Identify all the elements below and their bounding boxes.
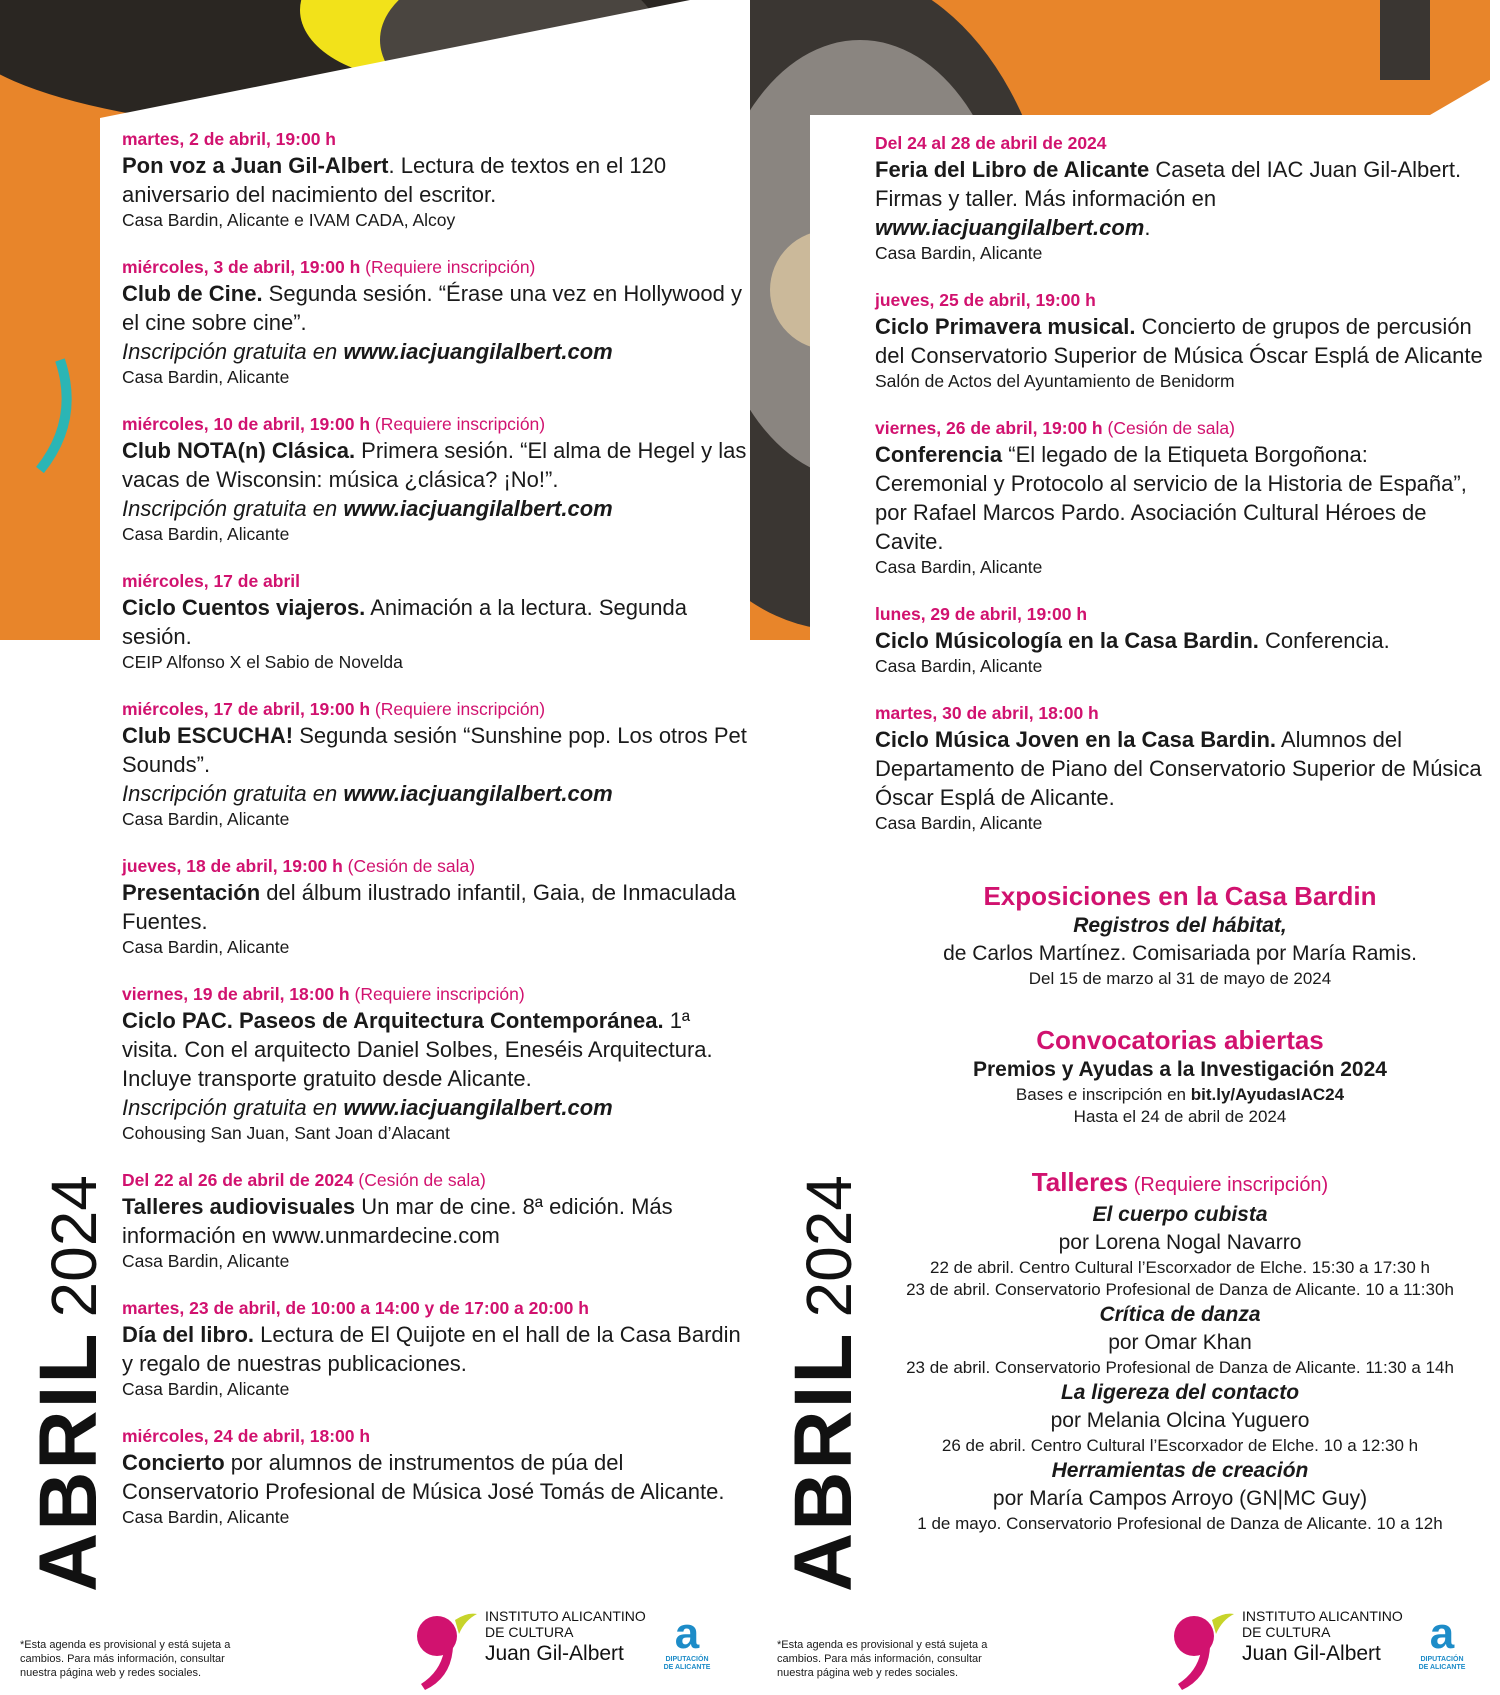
signup-label: Inscripción gratuita en [122,339,344,364]
event-date: lunes, 29 de abril, 19:00 h [875,604,1088,624]
diputacion-logo [1412,1609,1472,1672]
event-date: miércoles, 3 de abril, 19:00 h [122,257,361,277]
event-date: jueves, 25 de abril, 19:00 h [875,290,1096,310]
event-place: CEIP Alfonso X el Sabio de Novelda [122,652,403,672]
event-signup [122,779,752,808]
exhibitions-heading: Exposiciones en la Casa Bardin [983,881,1377,911]
event-title: Club de Cine. [122,281,263,306]
event-body: “El legado de la Etiqueta Borgoñona: Ceremonial y Protocolo al servicio de la Historia de España”, por Rafael Marcos Pardo. Asociación Cultural Héroes de Cavite. [875,442,1467,554]
disclaimer: *Esta agenda es provisional y está sujeta a cambios. Para más información, consultar nuestra página web y redes sociales. [20,1639,231,1679]
event-title: Pon voz a Juan Gil-Albert [122,153,389,178]
event-description [122,279,752,337]
event-body: Primera sesión. “El alma de Hegel y las vacas de Wisconsin: música ¿clásica? ¡No!”. [122,438,747,492]
workshop-instructor: por Lorena Nogal Navarro [1058,1231,1302,1254]
event-body: del álbum ilustrado infantil, Gaia, de Inmaculada Fuentes. [122,880,736,934]
calls-heading: Convocatorias abiertas [1036,1025,1324,1055]
iac-logo-text [485,1608,646,1668]
event-place: Casa Bardin, Alicante [122,524,290,544]
event-item [875,417,1485,579]
event-item [122,698,752,831]
event-date: miércoles, 10 de abril, 19:00 h [122,414,371,434]
event-place: Salón de Actos del Ayuntamiento de Benidorm [875,371,1235,391]
event-body: Segunda sesión “Sunshine pop. Los otros Pet Sounds”. [122,723,747,777]
iac-logo-text [1242,1608,1403,1668]
event-date-line [122,855,752,878]
event-description [875,725,1485,812]
workshop-title: Crítica de danza [1099,1303,1261,1326]
event-note: (Cesión de sala) [1102,418,1235,438]
event-title: Talleres audiovisuales [122,1194,356,1219]
event-date: Del 24 al 28 de abril de 2024 [875,133,1107,153]
event-date: jueves, 18 de abril, 19:00 h [122,856,343,876]
event-date-line [122,698,752,721]
event-item [122,413,752,546]
event-body: Alumnos del Departamento de Piano del Conservatorio Superior de Música Óscar Esplá de Alicante. [875,727,1482,810]
event-item [875,132,1485,265]
event-item [122,1169,752,1273]
event-item [122,1425,752,1529]
workshop-title: Herramientas de creación [1051,1459,1309,1482]
event-place: Casa Bardin, Alicante [122,809,290,829]
disclaimer: *Esta agenda es provisional y está sujeta a cambios. Para más información, consultar nuestra página web y redes sociales. [777,1639,988,1679]
dip-line1: DIPUTACIÓN [665,1656,709,1663]
event-link[interactable]: www.iacjuangilalbert.com [875,215,1145,240]
event-date: martes, 23 de abril, de 10:00 a 14:00 y de 17:00 a 20:00 h [122,1298,589,1318]
diputacion-a-icon: a [1429,1609,1455,1658]
calls-bases-link[interactable]: bit.ly/AyudasIAC24 [1190,1085,1345,1104]
workshop-session: 26 de abril. Centro Cultural l’Escorxador de Elche. 10 a 12:30 h [941,1436,1419,1455]
event-body: Conferencia. [1258,628,1390,653]
workshop-item [860,1379,1500,1457]
event-signup [122,337,752,366]
event-item [122,1297,752,1401]
signup-label: Inscripción gratuita en [122,1095,344,1120]
event-title: Ciclo Cuentos viajeros. [122,595,366,620]
event-date-line [122,570,752,593]
workshop-session: 23 de abril. Conservatorio Profesional de Danza de Alicante. 10 a 11:30h [906,1280,1454,1299]
calls-deadline: Hasta el 24 de abril de 2024 [1073,1107,1287,1126]
event-place: Casa Bardin, Alicante [875,557,1043,577]
event-place: Casa Bardin, Alicante [875,656,1043,676]
event-description [875,626,1485,655]
event-date-line [122,983,752,1006]
event-date-line [122,128,752,151]
workshops-note: (Requiere inscripción) [1128,1174,1329,1196]
logo-line2: DE CULTURA [485,1624,574,1640]
workshop-session: 23 de abril. Conservatorio Profesional de Danza de Alicante. 11:30 a 14h [906,1358,1454,1377]
event-note: (Requiere inscripción) [370,414,546,434]
event-body: Caseta del IAC Juan Gil-Albert. Firmas y taller. Más información en [875,157,1462,211]
event-description [122,593,752,651]
signup-link[interactable]: www.iacjuangilalbert.com [343,339,613,364]
exhibition-credit: de Carlos Martínez. Comisariada por María Ramis. [943,942,1417,965]
iac-logo [415,1608,646,1688]
event-description [122,1006,752,1093]
event-place: Casa Bardin, Alicante [875,813,1043,833]
event-description [122,436,752,494]
diputacion-a-icon: a [674,1609,700,1658]
event-date-line [875,603,1485,626]
event-place: Casa Bardin, Alicante [122,1251,290,1271]
logo-line1: INSTITUTO ALICANTINO [1242,1608,1403,1624]
year-text: 2024 [38,1175,110,1318]
workshops-section [860,1166,1500,1535]
workshop-title: El cuerpo cubista [1092,1203,1268,1226]
signup-label: Inscripción gratuita en [122,781,344,806]
month-label-left [22,1175,116,1592]
event-description [122,1192,752,1250]
event-item [875,702,1485,835]
event-item [875,289,1485,393]
event-place: Casa Bardin, Alicante [122,937,290,957]
month-text: ABRIL [778,1331,869,1592]
event-body: 1ª visita. Con el arquitecto Daniel Solbes, Eneséis Arquitectura. Incluye transporte gratuito desde Alicante. [122,1008,713,1091]
event-note: (Requiere inscripción) [349,984,525,1004]
month-label-right [777,1175,871,1592]
event-title: Día del libro. [122,1322,255,1347]
dip-line2: DE ALICANTE [1418,1664,1466,1671]
calls-bases-label: Bases e inscripción en [1015,1085,1191,1104]
event-description [122,1320,752,1378]
event-title: Ciclo PAC. Paseos de Arquitectura Contemporánea. [122,1008,664,1033]
month-text: ABRIL [23,1331,114,1592]
event-title: Concierto [122,1450,225,1475]
event-date-line [122,1297,752,1320]
event-date: martes, 30 de abril, 18:00 h [875,703,1099,723]
exhibition-dates: Del 15 de marzo al 31 de mayo de 2024 [1028,969,1332,988]
signup-link[interactable]: www.iacjuangilalbert.com [343,1095,613,1120]
event-place: Cohousing San Juan, Sant Joan d’Alacant [122,1123,450,1143]
event-date: miércoles, 17 de abril [122,571,301,591]
event-description [875,440,1485,556]
events-column-left [122,128,752,1553]
event-title: Club NOTA(n) Clásica. [122,438,356,463]
event-title: Ciclo Primavera musical. [875,314,1136,339]
workshop-instructor: por Omar Khan [1108,1331,1252,1354]
signup-link[interactable]: www.iacjuangilalbert.com [343,781,613,806]
events-column-right [875,132,1485,859]
workshops-heading: Talleres [1031,1167,1129,1197]
event-title: Feria del Libro de Alicante [875,157,1150,182]
event-body: . Lectura de textos en el 120 aniversario del nacimiento del escritor. [122,153,667,207]
event-place: Casa Bardin, Alicante e IVAM CADA, Alcoy [122,210,456,230]
event-place: Casa Bardin, Alicante [122,367,290,387]
exhibitions-section [860,880,1500,990]
dip-line2: DE ALICANTE [663,1664,711,1671]
event-item [122,855,752,959]
year-text: 2024 [793,1175,865,1318]
event-date: miércoles, 17 de abril, 19:00 h [122,699,371,719]
calls-title: Premios y Ayudas a la Investigación 2024 [973,1058,1387,1081]
event-title: Ciclo Músicología en la Casa Bardin. [875,628,1259,653]
event-date-line [122,413,752,436]
event-title: Club ESCUCHA! [122,723,294,748]
workshop-item [860,1301,1500,1379]
event-date: miércoles, 24 de abril, 18:00 h [122,1426,371,1446]
quote-mark-icon [415,1608,479,1688]
event-body: Un mar de cine. 8ª edición. Más información en www.unmardecine.com [122,1194,673,1248]
event-item [875,603,1485,678]
diputacion-logo [657,1609,717,1672]
event-date-line [122,1425,752,1448]
event-item [122,983,752,1145]
event-date-line [875,702,1485,725]
signup-link[interactable]: www.iacjuangilalbert.com [343,496,613,521]
event-note: (Cesión de sala) [342,856,476,876]
event-place: Casa Bardin, Alicante [122,1507,290,1527]
event-date-line [875,132,1485,155]
event-item [122,256,752,389]
event-place: Casa Bardin, Alicante [875,243,1043,263]
workshop-title: La ligereza del contacto [1060,1381,1300,1404]
logo-line3: Juan Gil-Albert [485,1642,624,1665]
workshop-instructor: por María Campos Arroyo (GN|MC Guy) [992,1487,1368,1510]
event-body: Concierto de grupos de percusión del Conservatorio Superior de Música Óscar Esplá de Alicante [875,314,1483,368]
event-item [122,570,752,674]
workshop-item [860,1201,1500,1301]
calls-section [860,1024,1500,1128]
signup-label: Inscripción gratuita en [122,496,344,521]
event-body: por alumnos de instrumentos de púa del Conservatorio Profesional de Música José Tomás de Alicante. [122,1450,725,1504]
logo-line1: INSTITUTO ALICANTINO [485,1608,646,1624]
event-date-line [122,1169,752,1192]
event-signup [122,494,752,523]
event-body: Animación a la lectura. Segunda sesión. [122,595,687,649]
iac-logo [1172,1608,1403,1688]
event-description: Feria del Libro de Alicante Caseta del IAC Juan Gil-Albert. Firmas y taller. Más información en www.iacjuangilalbert.com. [875,157,1462,240]
event-description [875,312,1485,370]
logo-line2: DE CULTURA [1242,1624,1331,1640]
event-date-line [122,256,752,279]
event-title: Conferencia [875,442,1003,467]
event-description [122,1448,752,1506]
workshop-item [860,1457,1500,1535]
workshop-list [860,1201,1500,1535]
event-title: Presentación [122,880,261,905]
event-date: viernes, 26 de abril, 19:00 h [875,418,1103,438]
event-date-line [875,417,1485,440]
event-note: (Requiere inscripción) [370,699,546,719]
quote-mark-icon [1172,1608,1236,1688]
dip-line1: DIPUTACIÓN [1420,1656,1464,1663]
event-place: Casa Bardin, Alicante [122,1379,290,1399]
logo-line3: Juan Gil-Albert [1242,1642,1381,1665]
event-signup [122,1093,752,1122]
event-item [122,128,752,232]
event-description [122,721,752,779]
exhibition-title: Registros del hábitat, [1073,914,1287,937]
event-date: Del 22 al 26 de abril de 2024 [122,1170,354,1190]
event-note: (Requiere inscripción) [360,257,536,277]
event-description [122,151,752,209]
event-description [122,878,752,936]
event-note: (Cesión de sala) [353,1170,486,1190]
workshop-instructor: por Melania Olcina Yuguero [1050,1409,1310,1432]
event-date: martes, 2 de abril, 19:00 h [122,129,336,149]
event-body: Lectura de El Quijote en el hall de la Casa Bardin y regalo de nuestras publicaciones. [122,1322,741,1376]
event-title: Ciclo Música Joven en la Casa Bardin. [875,727,1277,752]
event-body: Segunda sesión. “Érase una vez en Hollywood y el cine sobre cine”. [122,281,742,335]
workshop-session: 22 de abril. Centro Cultural l’Escorxador de Elche. 15:30 a 17:30 h [930,1258,1430,1277]
event-date: viernes, 19 de abril, 18:00 h [122,984,350,1004]
workshop-session: 1 de mayo. Conservatorio Profesional de Danza de Alicante. 10 a 12h [917,1514,1443,1533]
event-date-line [875,289,1485,312]
